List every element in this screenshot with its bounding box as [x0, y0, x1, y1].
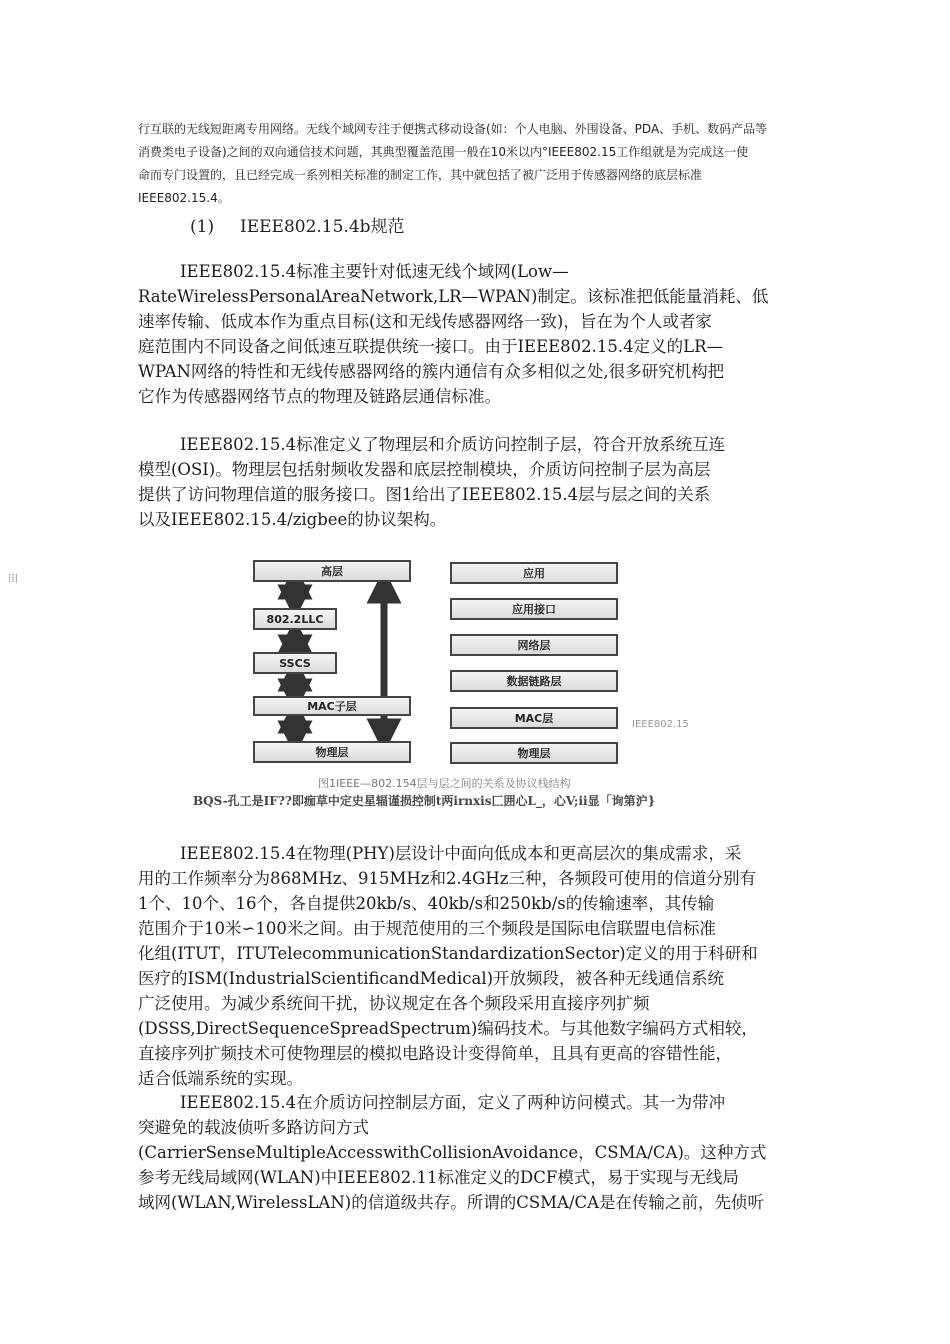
box-application: 应用 — [450, 562, 618, 584]
para-line: 模型(OSI)。物理层包括射频收发器和底层控制模块，介质访问控制子层为高层 — [138, 460, 711, 479]
para-line: 速率传输、低成本作为重点目标(这和无线传感器网络一致)，旨在为个人或者家 — [138, 312, 712, 331]
para-line: IEEE802.15.4在介质访问控制层方面，定义了两种访问模式。其一为带冲 — [180, 1093, 726, 1112]
para-line: 提供了访问物理信道的服务接口。图1给出了IEEE802.15.4层与层之间的关系 — [138, 485, 711, 504]
para-line: 适合低端系统的实现。 — [138, 1069, 303, 1088]
para-line: 广泛使用。为减少系统间干扰，协议规定在各个频段采用直接序列扩频 — [138, 994, 650, 1013]
para-line: (CarrierSenseMultipleAccesswithCollisionAvoidance，CSMA/CA)。这种方式 — [138, 1143, 767, 1162]
intro-line: 行互联的无线短距离专用网络。无线个域网专注于便携式移动设备(如：个人电脑、外围设备、PDA、手机、数码产品等 — [138, 122, 768, 136]
intro-text — [138, 118, 828, 210]
para-line: IEEE802.15.4标准定义了物理层和介质访问控制子层，符合开放系统互连 — [180, 435, 726, 454]
para-line: 参考无线局域网(WLAN)中IEEE802.11标准定义的DCF模式，易于实现与无线局 — [138, 1168, 739, 1187]
protocol-diagram — [248, 556, 708, 771]
para-line: 化组(ITUT，ITUTelecommunicationStandardizationSector)定义的用于科研和 — [138, 944, 758, 963]
figure-subcaption: BQS-孔工是IF??即痂草中定史星辐谨损控制t两irnxis匚囲心L_，心V;ii显「询第沪} — [193, 794, 656, 808]
box-llc: 802.2LLC — [253, 608, 337, 630]
box-datalink-layer: 数据链路层 — [450, 670, 618, 692]
paragraph-3 — [138, 841, 828, 1091]
para-line: IEEE802.15.4在物理(PHY)层设计中面向低成本和更高层次的集成需求，采 — [180, 844, 742, 863]
para-line: RateWirelessPersonalAreaNetwork,LR—WPAN)制定。该标准把低能量消耗、低 — [138, 287, 769, 306]
para-line: 医疗的ISM(IndustrialScientificandMedical)开放频段，被各种无线通信系统 — [138, 969, 725, 988]
figure-caption: 图1IEEE—802.154层与层之间的关系及协议栈结构 — [318, 777, 571, 790]
para-line: 1个、10个、16个，各自提供20kb/s、40kb/s和250kb/s的传输速率，其传输 — [138, 894, 715, 913]
intro-line: IEEE802.15.4。 — [138, 191, 230, 205]
ieee-side-label: IEEE802.15 — [632, 719, 689, 730]
intro-line: 命而专门设置的，且已经完成一系列相关标准的制定工作，其中就包括了被广泛用于传感器网络的底层标准 — [138, 168, 703, 182]
para-line: 范围介于10米∽100米之间。由于规范使用的三个频段是国际电信联盟电信标准 — [138, 919, 716, 938]
box-mac-sublayer: MAC子层 — [253, 696, 411, 716]
box-high-layer: 高层 — [253, 560, 411, 582]
section-title: IEEE802.15.4b规范 — [240, 217, 405, 237]
box-app-interface: 应用接口 — [450, 598, 618, 620]
para-line: 直接序列扩频技术可使物理层的模拟电路设计变得简单，且具有更高的容错性能， — [138, 1044, 732, 1063]
box-mac-layer: MAC层 — [450, 707, 618, 729]
box-phy-right: 物理层 — [450, 742, 618, 764]
section-number: (1) — [190, 217, 215, 237]
paragraph-1 — [138, 259, 828, 409]
intro-line: 消费类电子设备)之间的双向通信技术问题，其典型覆盖范围一般在10米以内°IEEE802.15工作组就是为完成这一使 — [138, 145, 749, 159]
para-line: 以及IEEE802.15.4/zigbee的协议架构。 — [138, 510, 447, 529]
margin-mark: 田 — [8, 574, 18, 585]
para-line: 突避免的载波侦听多路访问方式 — [138, 1118, 369, 1137]
para-line: IEEE802.15.4标准主要针对低速无线个域网(Low— — [180, 262, 569, 281]
para-line: 庭范围内不同设备之间低速互联提供统一接口。由于IEEE802.15.4定义的LR— — [138, 337, 724, 356]
para-line: (DSSS,DirectSequenceSpreadSpectrum)编码技术。与其他数字编码方式相较， — [138, 1019, 758, 1038]
box-phy-left: 物理层 — [253, 741, 411, 763]
box-network-layer: 网络层 — [450, 634, 618, 656]
para-line: 它作为传感器网络节点的物理及链路层通信标准。 — [138, 387, 501, 406]
paragraph-4 — [138, 1090, 828, 1215]
box-sscs: SSCS — [253, 652, 337, 674]
section-heading — [190, 212, 405, 237]
para-line: 域网(WLAN,WirelessLAN)的信道级共存。所谓的CSMA/CA是在传输之前，先侦听 — [138, 1193, 765, 1212]
para-line: WPAN网络的特性和无线传感器网络的簇内通信有众多相似之处,很多研究机构把 — [138, 362, 725, 381]
para-line: 用的工作频率分为868MHz、915MHz和2.4GHz三种，各频段可使用的信道分别有 — [138, 869, 756, 888]
paragraph-2 — [138, 432, 828, 532]
